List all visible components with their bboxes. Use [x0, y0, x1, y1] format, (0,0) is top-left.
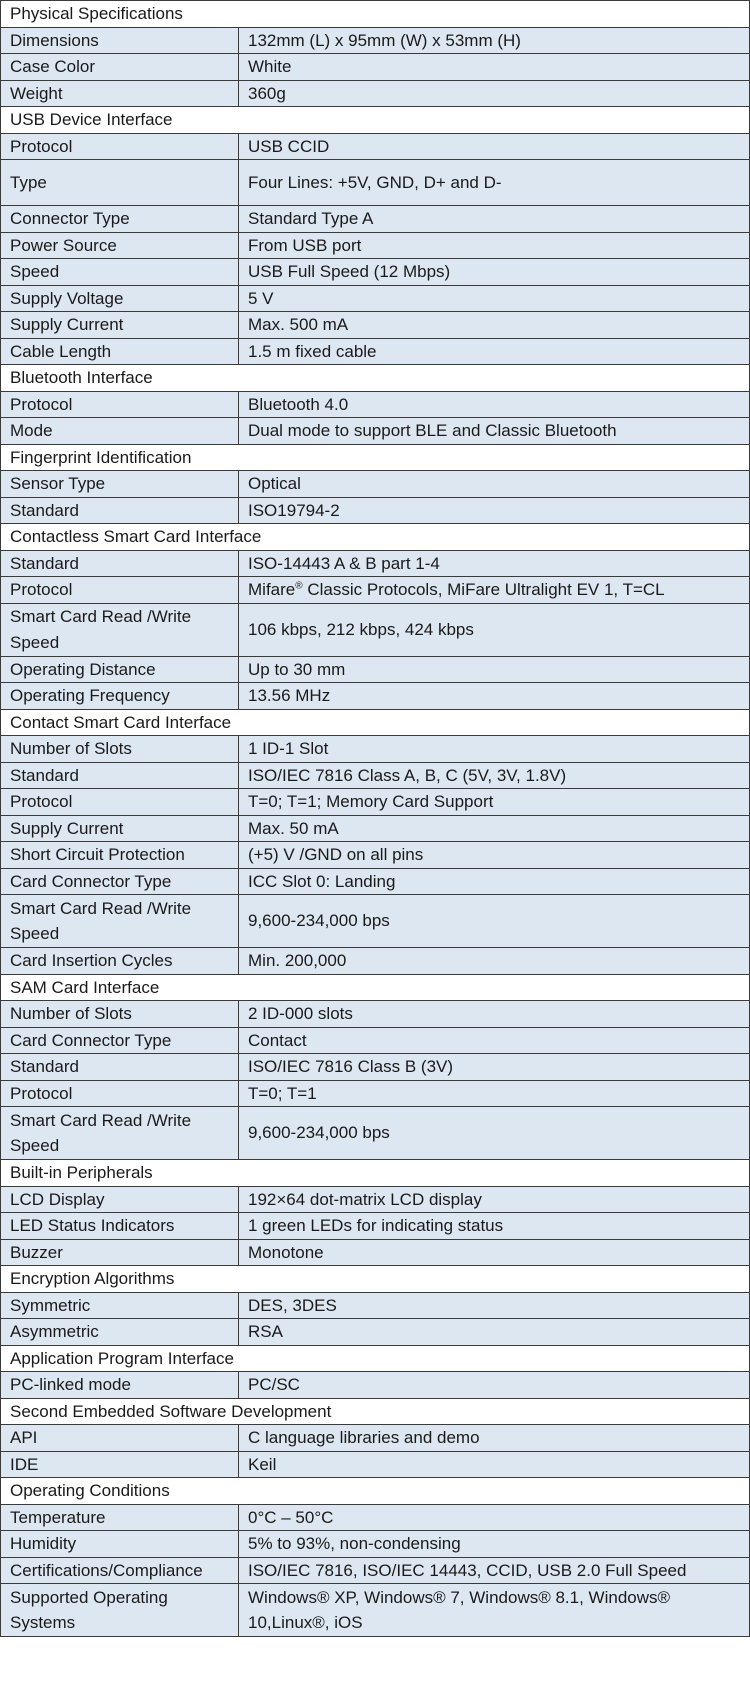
- section-title: SAM Card Interface: [1, 974, 750, 1001]
- spec-label: Asymmetric: [1, 1319, 239, 1346]
- spec-row: [1, 232, 750, 259]
- spec-label: Protocol: [1, 133, 239, 160]
- spec-value: ISO/IEC 7816, ISO/IEC 14443, CCID, USB 2.0 Full Speed: [239, 1557, 750, 1584]
- spec-label: Dimensions: [1, 27, 239, 54]
- section-title: Physical Specifications: [1, 1, 750, 28]
- section-header-row: [1, 1398, 750, 1425]
- spec-row: [1, 1027, 750, 1054]
- spec-value: 1.5 m fixed cable: [239, 338, 750, 365]
- spec-label: Short Circuit Protection: [1, 842, 239, 869]
- spec-row: [1, 27, 750, 54]
- spec-label: API: [1, 1425, 239, 1452]
- spec-label: Power Source: [1, 232, 239, 259]
- spec-value: Optical: [239, 471, 750, 498]
- spec-value: 9,600-234,000 bps: [239, 895, 750, 948]
- spec-value: T=0; T=1: [239, 1080, 750, 1107]
- section-title: Encryption Algorithms: [1, 1266, 750, 1293]
- section-header-row: [1, 709, 750, 736]
- spec-row: [1, 736, 750, 763]
- spec-label: Buzzer: [1, 1239, 239, 1266]
- spec-label: Supply Current: [1, 815, 239, 842]
- spec-label: Protocol: [1, 789, 239, 816]
- spec-value: Four Lines: +5V, GND, D+ and D-: [239, 160, 750, 206]
- section-title: Built-in Peripherals: [1, 1160, 750, 1187]
- spec-value: 5 V: [239, 285, 750, 312]
- spec-value: Windows® XP, Windows® 7, Windows® 8.1, Windows® 10,Linux®, iOS: [239, 1584, 750, 1637]
- section-header-row: [1, 365, 750, 392]
- section-title: Application Program Interface: [1, 1345, 750, 1372]
- spec-label: Type: [1, 160, 239, 206]
- spec-value: 1 green LEDs for indicating status: [239, 1213, 750, 1240]
- spec-row: [1, 1557, 750, 1584]
- section-title: Operating Conditions: [1, 1478, 750, 1505]
- spec-label: Mode: [1, 418, 239, 445]
- spec-label: Operating Frequency: [1, 683, 239, 710]
- spec-label: Sensor Type: [1, 471, 239, 498]
- spec-value: Monotone: [239, 1239, 750, 1266]
- spec-label: PC-linked mode: [1, 1372, 239, 1399]
- spec-value: 2 ID-000 slots: [239, 1001, 750, 1028]
- spec-label: LED Status Indicators: [1, 1213, 239, 1240]
- spec-row: [1, 603, 750, 656]
- spec-value: 132mm (L) x 95mm (W) x 53mm (H): [239, 27, 750, 54]
- spec-row: [1, 312, 750, 339]
- spec-label: Card Connector Type: [1, 1027, 239, 1054]
- spec-label: Standard: [1, 550, 239, 577]
- spec-value: 360g: [239, 80, 750, 107]
- spec-row: [1, 471, 750, 498]
- spec-label: Number of Slots: [1, 1001, 239, 1028]
- spec-row: [1, 868, 750, 895]
- spec-row: [1, 285, 750, 312]
- spec-label: Standard: [1, 762, 239, 789]
- spec-row: [1, 1372, 750, 1399]
- spec-value: [239, 577, 750, 604]
- spec-row: [1, 789, 750, 816]
- spec-row: [1, 948, 750, 975]
- spec-value: RSA: [239, 1319, 750, 1346]
- spec-value: C language libraries and demo: [239, 1425, 750, 1452]
- spec-label: Smart Card Read /Write Speed: [1, 1107, 239, 1160]
- spec-label: Supply Current: [1, 312, 239, 339]
- spec-value: Standard Type A: [239, 206, 750, 233]
- spec-row: [1, 1451, 750, 1478]
- spec-row: [1, 1292, 750, 1319]
- spec-value: Dual mode to support BLE and Classic Bluetooth: [239, 418, 750, 445]
- spec-label: LCD Display: [1, 1186, 239, 1213]
- section-header-row: [1, 1266, 750, 1293]
- spec-label: Protocol: [1, 577, 239, 604]
- spec-value: PC/SC: [239, 1372, 750, 1399]
- spec-row: [1, 815, 750, 842]
- spec-value: Keil: [239, 1451, 750, 1478]
- spec-label: Speed: [1, 259, 239, 286]
- spec-value: ICC Slot 0: Landing: [239, 868, 750, 895]
- section-title: Fingerprint Identification: [1, 444, 750, 471]
- spec-value: DES, 3DES: [239, 1292, 750, 1319]
- spec-label: Protocol: [1, 391, 239, 418]
- spec-row: [1, 550, 750, 577]
- spec-row: [1, 1531, 750, 1558]
- spec-value: 5% to 93%, non-condensing: [239, 1531, 750, 1558]
- spec-row: [1, 1213, 750, 1240]
- spec-value: USB CCID: [239, 133, 750, 160]
- spec-row: [1, 895, 750, 948]
- spec-row: [1, 1080, 750, 1107]
- spec-row: [1, 1504, 750, 1531]
- spec-value: From USB port: [239, 232, 750, 259]
- spec-value: Min. 200,000: [239, 948, 750, 975]
- spec-label: Temperature: [1, 1504, 239, 1531]
- spec-row: [1, 1584, 750, 1637]
- spec-row: [1, 1054, 750, 1081]
- spec-row: [1, 842, 750, 869]
- spec-label: Standard: [1, 1054, 239, 1081]
- spec-row: [1, 206, 750, 233]
- spec-label: Connector Type: [1, 206, 239, 233]
- spec-row: [1, 133, 750, 160]
- section-title: Contact Smart Card Interface: [1, 709, 750, 736]
- spec-value: White: [239, 54, 750, 81]
- spec-row: [1, 1319, 750, 1346]
- spec-value: 0°C – 50°C: [239, 1504, 750, 1531]
- spec-value: Max. 500 mA: [239, 312, 750, 339]
- section-header-row: [1, 1160, 750, 1187]
- section-header-row: [1, 444, 750, 471]
- spec-table-body: [1, 1, 750, 1637]
- section-header-row: [1, 1345, 750, 1372]
- spec-value: USB Full Speed (12 Mbps): [239, 259, 750, 286]
- spec-row: [1, 160, 750, 206]
- spec-label: Symmetric: [1, 1292, 239, 1319]
- spec-value: 9,600-234,000 bps: [239, 1107, 750, 1160]
- spec-label: Weight: [1, 80, 239, 107]
- spec-value: (+5) V /GND on all pins: [239, 842, 750, 869]
- spec-value: ISO-14443 A & B part 1-4: [239, 550, 750, 577]
- spec-row: [1, 497, 750, 524]
- spec-label: Number of Slots: [1, 736, 239, 763]
- spec-row: [1, 762, 750, 789]
- spec-label: Smart Card Read /Write Speed: [1, 895, 239, 948]
- section-title: Bluetooth Interface: [1, 365, 750, 392]
- spec-row: [1, 1239, 750, 1266]
- spec-value: Up to 30 mm: [239, 656, 750, 683]
- spec-row: [1, 1107, 750, 1160]
- spec-value: ISO/IEC 7816 Class A, B, C (5V, 3V, 1.8V): [239, 762, 750, 789]
- value-text: Classic Protocols, MiFare Ultralight EV 1, T=CL: [302, 580, 665, 599]
- spec-label: Standard: [1, 497, 239, 524]
- spec-value: ISO/IEC 7816 Class B (3V): [239, 1054, 750, 1081]
- spec-row: [1, 418, 750, 445]
- section-title: Contactless Smart Card Interface: [1, 524, 750, 551]
- spec-label: Cable Length: [1, 338, 239, 365]
- spec-row: [1, 1001, 750, 1028]
- spec-label: Certifications/Compliance: [1, 1557, 239, 1584]
- section-header-row: [1, 107, 750, 134]
- spec-row: [1, 338, 750, 365]
- section-title: Second Embedded Software Development: [1, 1398, 750, 1425]
- spec-value: Contact: [239, 1027, 750, 1054]
- section-header-row: [1, 974, 750, 1001]
- value-text: Mifare: [248, 580, 296, 599]
- spec-value: Bluetooth 4.0: [239, 391, 750, 418]
- spec-row: [1, 577, 750, 604]
- spec-value: Max. 50 mA: [239, 815, 750, 842]
- spec-row: [1, 683, 750, 710]
- spec-label: Smart Card Read /Write Speed: [1, 603, 239, 656]
- spec-label: Supply Voltage: [1, 285, 239, 312]
- spec-row: [1, 656, 750, 683]
- spec-label: Supported Operating Systems: [1, 1584, 239, 1637]
- spec-label: Protocol: [1, 1080, 239, 1107]
- spec-label: Case Color: [1, 54, 239, 81]
- spec-value: 1 ID-1 Slot: [239, 736, 750, 763]
- section-header-row: [1, 1478, 750, 1505]
- registered-mark: ®: [295, 580, 303, 592]
- section-header-row: [1, 524, 750, 551]
- spec-label: IDE: [1, 1451, 239, 1478]
- spec-row: [1, 259, 750, 286]
- spec-row: [1, 1425, 750, 1452]
- spec-value: 106 kbps, 212 kbps, 424 kbps: [239, 603, 750, 656]
- spec-row: [1, 80, 750, 107]
- spec-value: ISO19794-2: [239, 497, 750, 524]
- spec-value: T=0; T=1; Memory Card Support: [239, 789, 750, 816]
- spec-row: [1, 391, 750, 418]
- section-title: USB Device Interface: [1, 107, 750, 134]
- spec-value: 13.56 MHz: [239, 683, 750, 710]
- section-header-row: [1, 1, 750, 28]
- spec-value: 192×64 dot-matrix LCD display: [239, 1186, 750, 1213]
- spec-label: Operating Distance: [1, 656, 239, 683]
- spec-label: Humidity: [1, 1531, 239, 1558]
- spec-row: [1, 54, 750, 81]
- spec-label: Card Connector Type: [1, 868, 239, 895]
- spec-label: Card Insertion Cycles: [1, 948, 239, 975]
- spec-row: [1, 1186, 750, 1213]
